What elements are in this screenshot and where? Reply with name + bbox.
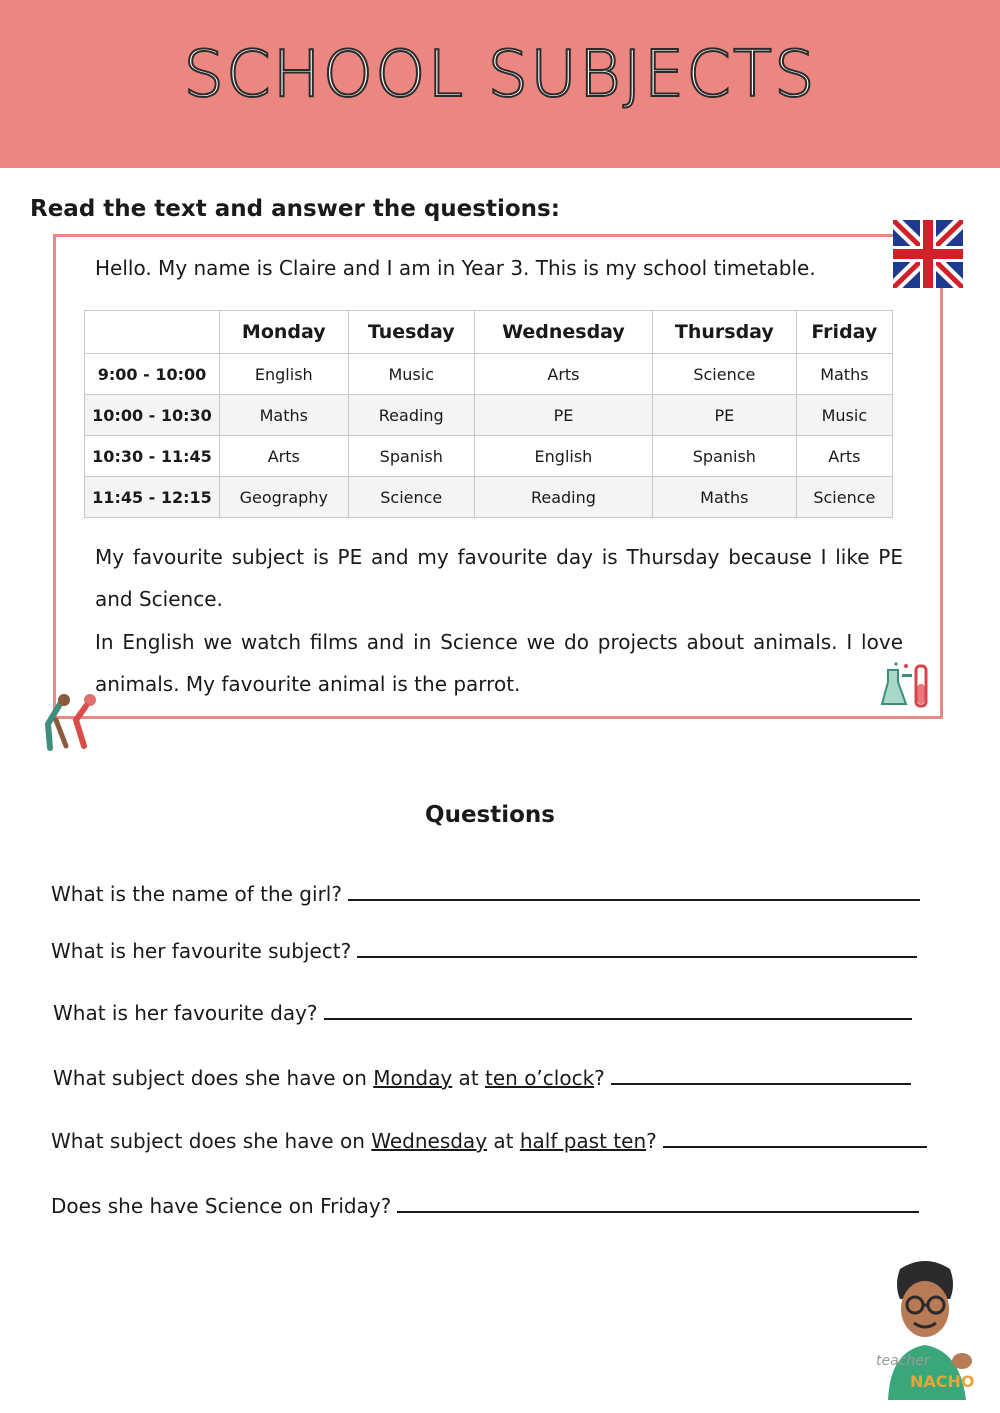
question-4 [53, 1066, 911, 1090]
question-text: What subject does she have on [51, 1129, 372, 1153]
subject-cell: Science [348, 477, 474, 518]
subject-cell: Music [348, 354, 474, 395]
teacher-logo-text: teacher [876, 1353, 930, 1369]
subject-cell: PE [474, 395, 652, 436]
teacher-avatar-icon [870, 1255, 980, 1400]
subject-cell: Spanish [652, 436, 796, 477]
subject-cell: Maths [652, 477, 796, 518]
question-text: What is her favourite subject? [51, 939, 352, 963]
subject-cell: Music [796, 395, 892, 436]
question-day: Wednesday [371, 1129, 488, 1153]
day-header: Tuesday [348, 311, 474, 354]
subject-cell: Arts [796, 436, 892, 477]
time-slot: 10:30 - 11:45 [85, 436, 220, 477]
answer-line[interactable] [357, 940, 917, 958]
answer-line[interactable] [397, 1195, 919, 1213]
subject-cell: Science [796, 477, 892, 518]
question-6 [51, 1194, 919, 1218]
time-slot: 9:00 - 10:00 [85, 354, 220, 395]
question-text: What is the name of the girl? [51, 882, 342, 906]
subject-cell: Reading [348, 395, 474, 436]
question-time: ten o’clock [485, 1066, 595, 1090]
question-day: Monday [373, 1066, 453, 1090]
time-slot: 11:45 - 12:15 [85, 477, 220, 518]
answer-line[interactable] [611, 1067, 911, 1085]
day-header: Thursday [652, 311, 796, 354]
timetable-row [85, 477, 893, 518]
subject-cell: Arts [220, 436, 349, 477]
question-time: half past ten [519, 1129, 647, 1153]
teacher-logo-name: NACHO [910, 1372, 975, 1391]
question-3 [53, 1001, 912, 1025]
day-header: Wednesday [474, 311, 652, 354]
questions-heading: Questions [425, 802, 555, 828]
timetable-corner-cell [85, 311, 220, 354]
school-timetable [84, 310, 893, 518]
subject-cell: English [220, 354, 349, 395]
subject-cell: PE [652, 395, 796, 436]
uk-flag-icon [893, 220, 963, 288]
timetable-header-row [85, 311, 893, 354]
question-mark: ? [646, 1129, 657, 1153]
day-header: Monday [220, 311, 349, 354]
question-text: at [452, 1066, 486, 1090]
subject-cell: English [474, 436, 652, 477]
passage-paragraph-2: In English we watch films and in Science we do projects about animals. I love animals. My favourite animal is the parrot. [95, 630, 903, 696]
subject-cell: Spanish [348, 436, 474, 477]
question-text: What is her favourite day? [53, 1001, 318, 1025]
subject-cell: Science [652, 354, 796, 395]
timetable-row [85, 354, 893, 395]
question-text: at [487, 1129, 520, 1153]
day-header: Friday [796, 311, 892, 354]
answer-line[interactable] [348, 883, 920, 901]
kids-exercise-icon [40, 690, 102, 752]
subject-cell: Maths [796, 354, 892, 395]
subject-cell: Maths [220, 395, 349, 436]
page-title: SCHOOL SUBJECTS [183, 38, 817, 112]
subject-cell: Arts [474, 354, 652, 395]
question-text: What subject does she have on [53, 1066, 374, 1090]
passage-paragraph-1: My favourite subject is PE and my favourite day is Thursday because I like PE and Science. [95, 545, 903, 611]
subject-cell: Reading [474, 477, 652, 518]
answer-line[interactable] [324, 1002, 912, 1020]
timetable-row [85, 436, 893, 477]
title-banner [0, 0, 1000, 168]
timetable-row [85, 395, 893, 436]
science-lab-icon [878, 660, 934, 710]
question-5 [51, 1129, 927, 1153]
question-text: Does she have Science on Friday? [51, 1194, 392, 1218]
instruction-text: Read the text and answer the questions: [30, 196, 560, 222]
question-1 [51, 882, 920, 906]
answer-line[interactable] [663, 1130, 927, 1148]
question-2 [51, 939, 917, 963]
time-slot: 10:00 - 10:30 [85, 395, 220, 436]
question-mark: ? [594, 1066, 605, 1090]
subject-cell: Geography [220, 477, 349, 518]
passage-intro: Hello. My name is Claire and I am in Year 3. This is my school timetable. [95, 256, 816, 280]
